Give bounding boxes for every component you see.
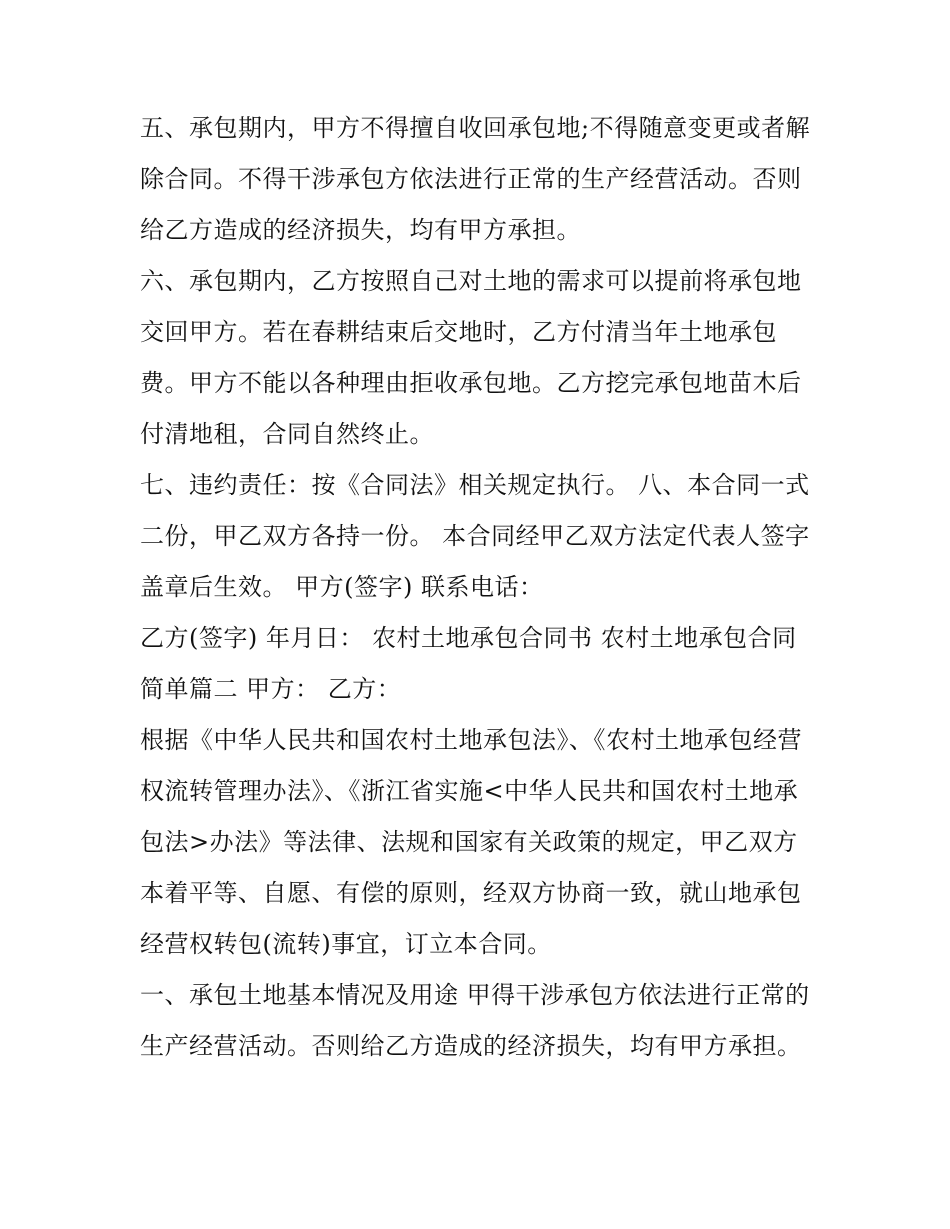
paragraph-legal-basis: 根据《中华人民共和国农村土地承包法》、《农村土地承包经营权流转管理办法》、《浙江省实施<中华人民共和国农村土地承包法>办法》等法律、法规和国家有关政策的规定，甲乙双方本着平等、自愿、有偿的原则，经双方协商一致，就山地承包经营权转包(流转)事宜，订立本合同。: [140, 726, 802, 958]
paragraph-6-early-return-by-party-b: 六、承包期内，乙方按照自己对土地的需求可以提前将承包地交回甲方。若在春耕结束后交地时，乙方付清当年土地承包费。甲方不能以各种理由拒收承包地。乙方挖完承包地苗木后付清地租，合同自然终止。: [140, 267, 802, 448]
paragraph-1-land-basic-info: 一、承包土地基本情况及用途 甲得干涉承包方依法进行正常的生产经营活动。否则给乙方造成的经济损失，均有甲方承担。: [140, 981, 810, 1060]
paragraph-7-breach-and-signatures: 七、违约责任：按《合同法》相关规定执行。 八、本合同一式二份，甲乙双方各持一份。 本合同经甲乙双方法定代表人签字盖章后生效。 甲方(签字) 联系电话：: [140, 471, 810, 601]
paragraph-signature-and-contract-title: 乙方(签字) 年月日： 农村土地承包合同书 农村土地承包合同简单篇二 甲方： 乙方：: [140, 624, 797, 703]
paragraph-5-contract-termination-by-party-a: 五、承包期内，甲方不得擅自收回承包地;不得随意变更或者解除合同。不得干涉承包方依法进行正常的生产经营活动。否则给乙方造成的经济损失，均有甲方承担。: [140, 114, 811, 244]
document-body: [140, 103, 820, 1072]
